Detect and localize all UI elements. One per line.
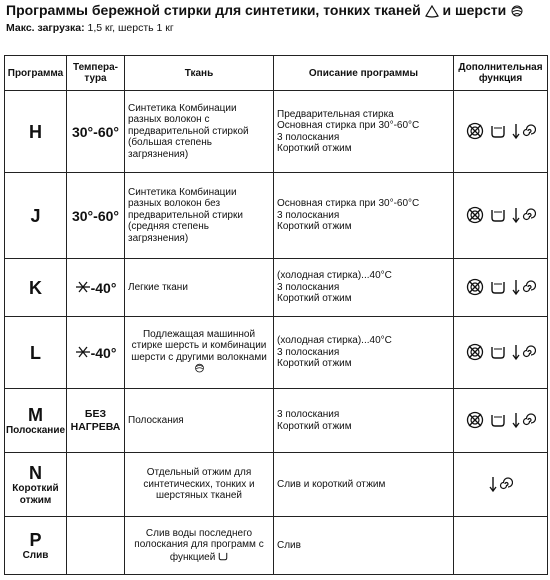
program-cell [5,317,67,389]
extra-function-cell [454,259,548,317]
description-cell [274,91,454,173]
max-load-label: Макс. загрузка: [6,22,85,34]
program-letter: L [30,342,41,363]
description-cell [274,317,454,389]
description-line: Слив и короткий отжим [277,478,386,490]
fabric-text: Подлежащая машинной стирке шерсть и комбинации шерсти с другими волокнами [131,328,267,363]
description-line: Короткий отжим [277,221,352,233]
temperature-value: 30°-60° [71,207,119,224]
col-fabric: Ткань [125,56,274,91]
temperature-cell [67,91,125,173]
temperature-cell [67,173,125,259]
fabric-cell [125,517,274,575]
temperature-cell [67,389,125,453]
description-line: Короткий отжим [277,293,352,305]
program-cell [5,453,67,517]
table-row [5,91,548,173]
description-line: Короткий отжим [277,420,352,432]
temperature-cell [67,317,125,389]
stop-rinse-icon [490,344,506,360]
cold-wash-icon [75,280,91,294]
fabric-text: Легкие ткани [128,281,188,293]
page-title [6,2,524,18]
drain-spin-icon [512,122,536,140]
wool-icon [194,363,205,374]
program-letter: M [28,404,43,425]
fabric-text: Слив воды последнего полоскания для программ с функцией [134,527,264,563]
extra-function-cell [454,317,548,389]
col-temperature: Темпера-тура [67,56,125,91]
extra-function-cell [454,91,548,173]
table-row [5,317,548,389]
temperature-cell [67,259,125,317]
fabric-text: Синтетика Комбинации разных волокон с предварительной стиркой (большая степень загрязнения) [128,102,249,160]
fabric-cell [125,173,274,259]
description-cell [274,389,454,453]
delicate-fabric-icon [425,5,439,18]
temperature-value: -40° [90,344,117,361]
description-line: 3 полоскания [277,409,340,420]
program-subtitle: Короткий отжим [12,482,59,506]
stop-rinse-icon [490,412,506,428]
fabric-cell [125,317,274,389]
extra-function-cell [454,517,548,575]
table-row [5,517,548,575]
stop-rinse-icon [490,207,506,223]
program-cell [5,173,67,259]
program-letter: N [29,462,42,483]
temperature-cell [67,517,125,575]
fabric-cell [125,453,274,517]
program-subtitle: Слив [22,549,49,561]
no-spin-icon [466,278,484,296]
description-line: Предварительная стирка [277,108,394,120]
program-letter: P [29,529,42,550]
description-line: 3 полоскания [277,131,340,143]
description-cell [274,517,454,575]
no-spin-icon [466,206,484,224]
col-program: Программа [5,56,67,91]
description-line: Основная стирка при 30°-60°C [277,120,420,131]
drain-spin-icon [512,206,536,224]
program-subtitle: Полоскание [5,424,66,436]
no-spin-icon [466,411,484,429]
program-cell [5,91,67,173]
table-header-row [5,56,548,91]
temperature-value: 30°-60° [71,123,119,140]
temperature-value: -40° [90,279,117,296]
description-cell [274,173,454,259]
max-load-value: 1,5 кг, шерсть 1 кг [87,22,174,34]
program-letter: H [29,121,42,142]
drain-spin-icon [512,278,536,296]
fabric-cell [125,91,274,173]
description-line: 3 полоскания [277,346,340,358]
program-cell [5,259,67,317]
description-line: 3 полоскания [277,281,340,293]
col-description: Описание программы [274,56,454,91]
col-extra: Дополнительная функция [454,56,548,91]
fabric-cell [125,389,274,453]
title-text: Программы бережной стирки для синтетики, тонких тканей [6,2,421,18]
description-cell [274,259,454,317]
description-line: Основная стирка при 30°-60°C [277,198,420,210]
extra-function-cell [454,173,548,259]
fabric-text: Полоскания [128,414,184,426]
max-load [6,22,174,34]
extra-function-cell [454,389,548,453]
table-row [5,259,548,317]
program-cell [5,517,67,575]
programs-table [4,55,548,575]
no-spin-icon [466,343,484,361]
cold-wash-icon [75,345,91,359]
temperature-value: БЕЗ НАГРЕВА [70,407,121,433]
extra-function-cell [454,453,548,517]
description-line: Короткий отжим [277,358,352,370]
stop-rinse-icon [490,279,506,295]
temperature-cell [67,453,125,517]
description-line: (холодная стирка)...40°C [277,335,392,347]
fabric-cell [125,259,274,317]
program-letter: J [30,205,41,226]
description-cell [274,453,454,517]
program-cell [5,389,67,453]
description-line: Слив [277,539,301,551]
wool-icon [510,5,524,18]
drain-spin-icon [512,343,536,361]
description-line: (холодная стирка)...40°C [277,270,392,282]
program-letter: K [29,277,42,298]
table-row [5,389,548,453]
stop-rinse-icon [218,551,228,561]
no-spin-icon [466,122,484,140]
table-row [5,173,548,259]
description-line: 3 полоскания [277,209,340,221]
title-and-text: и шерсти [442,2,507,18]
drain-spin-icon [489,475,513,493]
drain-spin-icon [512,411,536,429]
fabric-text: Отдельный отжим для синтетических, тонких и шерстяных тканей [143,467,255,502]
stop-rinse-icon [490,123,506,139]
fabric-text: Синтетика Комбинации разных волокон без предварительной стирки (средняя степень загрязнения) [128,186,243,244]
description-line: Короткий отжим [277,143,352,154]
table-row [5,453,548,517]
